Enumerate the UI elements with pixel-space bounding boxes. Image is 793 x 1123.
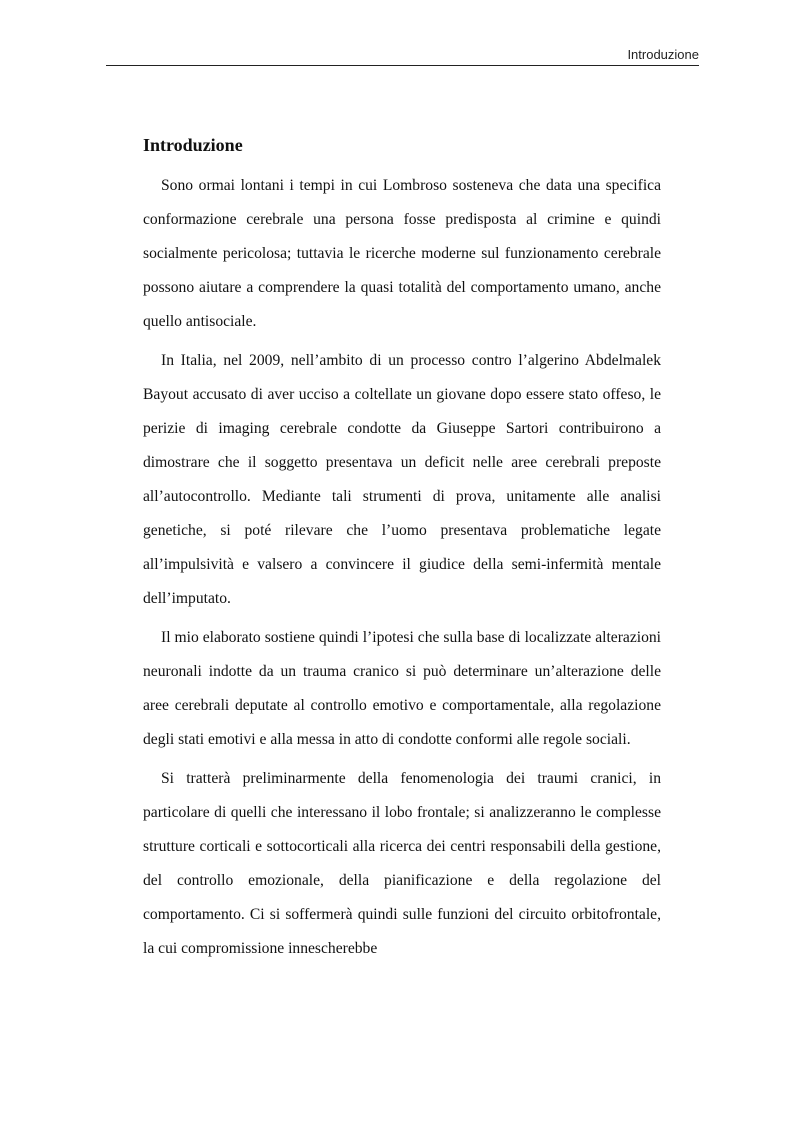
- paragraph-4: Si tratterà preliminarmente della fenomenologia dei traumi cranici, in particolare di quelli che interessano il lobo frontale; si analizzeranno le complesse strutture corticali e sottocorticali alla ricerca dei centri responsabili della gestione, del controllo emozionale, della pianificazione e della regolazione del comportamento. Ci si soffermerà quindi sulle funzioni del circuito orbitofrontale, la cui compromissione innescherebbe: [143, 770, 661, 957]
- paragraph-2: In Italia, nel 2009, nell’ambito di un processo contro l’algerino Abdelmalek Bayout accusato di aver ucciso a coltellate un giovane dopo essere stato offeso, le perizie di imaging cerebrale condotte da Giuseppe Sartori contribuirono a dimostrare che il soggetto presentava un deficit nelle aree cerebrali preposte all’autocontrollo. Mediante tali strumenti di prova, unitamente alle analisi genetiche, si poté rilevare che l’uomo presentava problematiche legate all’impulsività e valsero a convincere il giudice della semi-infermità mentale dell’imputato.: [143, 352, 661, 607]
- page-content: [143, 130, 661, 971]
- section-title: Introduzione: [143, 135, 243, 155]
- paragraph-3: Il mio elaborato sostiene quindi l’ipotesi che sulla base di localizzate alterazioni neuronali indotte da un trauma cranico si può determinare un’alterazione delle aree cerebrali deputate al controllo emotivo e comportamentale, alla regolazione degli stati emotivi e alla messa in atto di condotte conformi alle regole sociali.: [143, 629, 661, 748]
- header-rule: [106, 65, 699, 66]
- paragraph-1: Sono ormai lontani i tempi in cui Lombroso sosteneva che data una specifica conformazione cerebrale una persona fosse predisposta al crimine e quindi socialmente pericolosa; tuttavia le ricerche moderne sul funzionamento cerebrale possono aiutare a comprendere la quasi totalità del comportamento umano, anche quello antisociale.: [143, 177, 661, 330]
- running-header: Introduzione: [627, 47, 699, 62]
